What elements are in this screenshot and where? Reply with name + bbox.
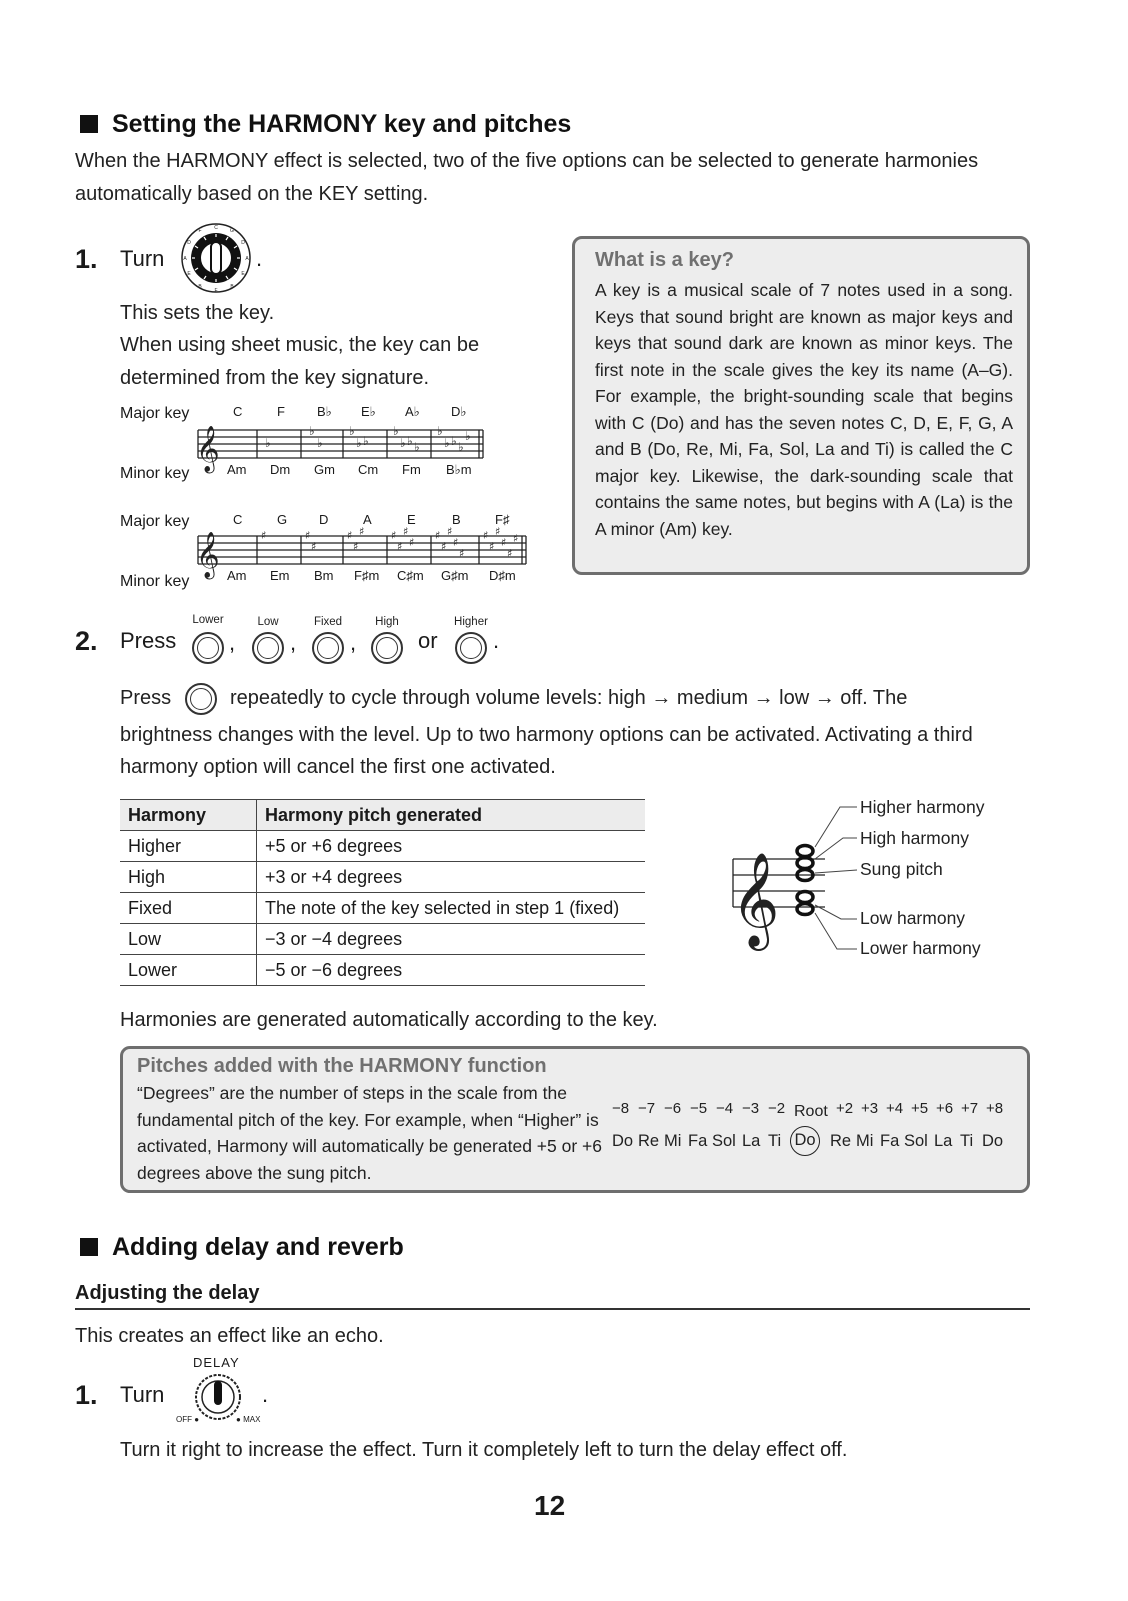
sharp-minor-key: Em [270, 568, 290, 583]
subsection-title: Adjusting the delay [75, 1282, 260, 1304]
table-header: Harmony pitch generated [257, 800, 646, 831]
flat-minor-key: Gm [314, 462, 335, 477]
button-label-low: Low [257, 616, 279, 628]
degree-value: +5 [911, 1100, 929, 1117]
harmony-staff-diagram [725, 795, 865, 965]
svg-text:♯: ♯ [507, 547, 513, 560]
sharp-minor-key: Am [227, 568, 247, 583]
svg-text:♭: ♭ [363, 434, 369, 448]
degree-value: −6 [664, 1100, 682, 1117]
svg-text:E: E [187, 271, 191, 277]
flat-minor-key: Fm [402, 462, 421, 477]
svg-text:♭: ♭ [451, 434, 457, 448]
svg-text:♯: ♯ [453, 536, 459, 549]
degree-scale [612, 1100, 1022, 1156]
sharp-major-key: G [277, 512, 288, 527]
svg-text:♯: ♯ [305, 529, 311, 542]
sharp-major-key: E [407, 512, 416, 527]
table-row: Low −3 or −4 degrees [120, 924, 645, 955]
degree-value: −2 [768, 1100, 786, 1117]
what-is-a-key-box [572, 236, 1030, 575]
sharp-minor-key: G♯m [441, 568, 469, 583]
step1-line1: This sets the key. [120, 302, 275, 324]
solfege-note: Fa [880, 1131, 900, 1150]
degree-value: −7 [638, 1100, 656, 1117]
pitches-box-body: “Degrees” are the number of steps in the scale from the fundamental pitch of the key. For example, when “Higher” is activated, Harmony will automatically be generated +5 or +6 degrees above the sung pitch. [137, 1083, 602, 1183]
table-row: Lower −5 or −6 degrees [120, 955, 645, 986]
svg-text:♯: ♯ [483, 529, 489, 542]
svg-text:♯: ♯ [409, 536, 415, 549]
delay-off-label: OFF ● [176, 1415, 200, 1424]
sharp-major-key: F♯ [495, 512, 510, 527]
svg-text:♭: ♭ [414, 440, 420, 454]
sharp-minor-key: Bm [314, 568, 334, 583]
delay-knob-label: DELAY [193, 1355, 240, 1370]
flat-minor-key: Dm [270, 462, 291, 477]
svg-text:♯: ♯ [513, 532, 519, 545]
major-key-label: Major key [120, 513, 190, 530]
solfege-note: Sol [712, 1131, 736, 1150]
svg-text:B: B [230, 284, 234, 290]
svg-text:F: F [214, 288, 218, 294]
table-header: Harmony [120, 800, 257, 831]
flat-key-labels [193, 400, 493, 490]
svg-text:♯: ♯ [435, 529, 441, 542]
svg-text:𝄞: 𝄞 [731, 852, 780, 947]
flat-minor-key: Cm [358, 462, 379, 477]
button-label-lower: Lower [192, 614, 224, 626]
step1-line2: When using sheet music, the key can be determined from the key signature. [120, 334, 480, 389]
pitches-box-title: Pitches added with the HARMONY function [137, 1055, 547, 1077]
sung-pitch-label: Sung pitch [860, 859, 943, 879]
svg-text:C: C [214, 225, 218, 231]
step-number: 1. [75, 244, 98, 274]
step-verb: Turn [120, 246, 165, 271]
solfege-note: Re [830, 1131, 852, 1150]
svg-text:♯: ♯ [501, 536, 507, 549]
degree-value: +2 [836, 1100, 854, 1117]
button-label-higher: Higher [454, 616, 488, 628]
svg-text:A: A [183, 256, 187, 262]
svg-text:𝄞: 𝄞 [196, 532, 220, 578]
low-button[interactable] [252, 632, 284, 664]
degree-value: +7 [961, 1100, 979, 1117]
high-harmony-label: High harmony [860, 828, 969, 848]
solfege-note: Mi [664, 1131, 682, 1150]
higher-harmony-label: Higher harmony [860, 797, 985, 817]
flat-major-key: B♭ [317, 404, 332, 419]
page-number: 12 [534, 1490, 566, 1521]
degree-value: −3 [742, 1100, 760, 1117]
flat-major-key: D♭ [451, 404, 467, 419]
svg-text:♭: ♭ [349, 424, 355, 438]
svg-text:F: F [198, 228, 202, 234]
what-is-a-key-body: A key is a musical scale of 7 notes used in a song. Keys that sound bright are known as major keys and keys that sound dark are known as minor keys. The first note in the scale gives the key its name (A–G). For example, the bright-sounding scale that begins with C (Do) and has the seven notes C, D, E, F, G, A and B (Do, Re, Mi, Fa, Sol, La and Ti) is called the C major key. Likewise, the dark-sounding scale that contains the same notes, but begins with A (La) is the A minor (Am) key. [595, 280, 1013, 539]
svg-text:♭: ♭ [265, 436, 271, 450]
button-label-fixed: Fixed [313, 616, 343, 628]
svg-text:♭: ♭ [400, 436, 406, 450]
solfege-note: Fa [688, 1131, 708, 1150]
minor-key-label: Minor key [120, 465, 190, 482]
svg-text:♭: ♭ [407, 434, 413, 448]
sharp-minor-key: C♯m [397, 568, 424, 583]
sharp-key-labels [193, 508, 533, 598]
svg-text:♯: ♯ [391, 529, 397, 542]
delay-note: Turn it right to increase the effect. Turn it completely left to turn the delay effect off. [120, 1439, 848, 1461]
flat-major-key: F [277, 404, 285, 419]
degree-value: −4 [716, 1100, 734, 1117]
table-row: Higher +5 or +6 degrees [120, 831, 645, 862]
solfege-note: Do [612, 1131, 634, 1150]
svg-text:♭: ♭ [393, 424, 399, 438]
svg-text:♭: ♭ [309, 424, 315, 438]
solfege-note: Ti [960, 1131, 974, 1150]
svg-text:♯: ♯ [441, 540, 447, 553]
step2-line2: brightness changes with the level. Up to two harmony options can be activated. Activating a third [120, 724, 973, 746]
svg-text:♭: ♭ [465, 429, 471, 443]
svg-text:E: E [241, 271, 245, 277]
high-button[interactable] [371, 632, 403, 664]
flat-major-key: A♭ [405, 404, 420, 419]
section-intro: When the HARMONY effect is selected, two of the five options can be selected to generate harmonies automatically based on the KEY setting. [75, 150, 979, 205]
svg-text:♯: ♯ [347, 529, 353, 542]
sharp-major-key: D [319, 512, 329, 527]
svg-text:D: D [187, 240, 191, 246]
key-dial-icon [180, 222, 252, 294]
sharp-major-key: B [452, 512, 461, 527]
degree-value: +3 [861, 1100, 879, 1117]
svg-text:D: D [241, 240, 245, 246]
solfege-note: Mi [856, 1131, 874, 1150]
lower-button[interactable] [192, 632, 224, 664]
what-is-a-key-title: What is a key? [595, 249, 734, 271]
solfege-note: Ti [768, 1131, 782, 1150]
svg-text:♯: ♯ [359, 525, 365, 538]
degree-value: +8 [986, 1100, 1004, 1117]
svg-text:♯: ♯ [489, 540, 495, 553]
svg-text:♭: ♭ [458, 440, 464, 454]
sharp-minor-key: D♯m [489, 568, 516, 583]
flat-minor-key: Am [227, 462, 247, 477]
section-title-harmony: Setting the HARMONY key and pitches [80, 110, 571, 139]
solfege-root-circled: Do [790, 1126, 820, 1156]
harmony-table [120, 799, 645, 986]
harmony-button-icon [185, 683, 217, 715]
svg-text:♭: ♭ [437, 424, 443, 438]
table-row: High +3 or +4 degrees [120, 862, 645, 893]
auto-generate-note: Harmonies are generated automatically according to the key. [120, 1009, 658, 1031]
solfege-note: Do [982, 1131, 1004, 1150]
svg-text:♭: ♭ [444, 436, 450, 450]
lower-harmony-label: Lower harmony [860, 938, 981, 958]
degree-root: Root [794, 1103, 828, 1120]
minor-key-label: Minor key [120, 573, 190, 590]
degree-value: +4 [886, 1100, 904, 1117]
major-key-label: Major key [120, 405, 190, 422]
low-harmony-label: Low harmony [860, 908, 966, 928]
step2-line3: harmony option will cancel the first one activated. [120, 756, 556, 778]
section-bullet-icon [80, 1238, 98, 1256]
sharp-minor-key: F♯m [354, 568, 380, 583]
solfege-note: La [934, 1131, 953, 1150]
sharp-major-key: A [363, 512, 372, 527]
svg-text:♯: ♯ [311, 540, 317, 553]
svg-text:♯: ♯ [403, 525, 409, 538]
table-header-row [120, 800, 645, 831]
svg-text:♯: ♯ [495, 525, 501, 538]
step-number: 2. [75, 626, 98, 656]
solfege-note: Sol [904, 1131, 928, 1150]
degree-value: −8 [612, 1100, 630, 1117]
subsection-divider [75, 1308, 1030, 1310]
svg-text:♯: ♯ [397, 540, 403, 553]
fixed-button[interactable] [312, 632, 344, 664]
higher-button[interactable] [455, 632, 487, 664]
svg-text:♯: ♯ [353, 540, 359, 553]
press-word: Press [120, 687, 172, 709]
svg-text:A: A [245, 256, 249, 262]
delay-max-label: ● MAX [236, 1415, 261, 1424]
svg-text:♭: ♭ [356, 436, 362, 450]
svg-text:♭: ♭ [317, 436, 323, 450]
solfege-note: La [742, 1131, 761, 1150]
button-label-high: High [375, 616, 399, 628]
svg-text:♯: ♯ [459, 547, 465, 560]
degree-value: +6 [936, 1100, 954, 1117]
svg-text:♯: ♯ [261, 529, 267, 542]
section2-intro: This creates an effect like an echo. [75, 1325, 384, 1347]
table-row: Fixed The note of the key selected in step 1 (fixed) [120, 893, 645, 924]
svg-text:G: G [230, 228, 234, 234]
step-verb: Press [120, 628, 177, 653]
svg-text:♯: ♯ [447, 525, 453, 538]
svg-text:𝄞: 𝄞 [196, 426, 220, 472]
svg-text:B: B [198, 284, 202, 290]
flat-minor-key: B♭m [446, 462, 472, 477]
section-title-delay-reverb: Adding delay and reverb [80, 1233, 404, 1262]
degree-value: −5 [690, 1100, 708, 1117]
flat-major-key: C [233, 404, 243, 419]
solfege-note: Re [638, 1131, 660, 1150]
press-description: repeatedly to cycle through volume levels: high → medium → low → off. The [230, 687, 908, 709]
step-verb: Turn [120, 1382, 165, 1407]
section-bullet-icon [80, 115, 98, 133]
flat-major-key: E♭ [361, 404, 376, 419]
step-number: 1. [75, 1380, 98, 1410]
sharp-major-key: C [233, 512, 243, 527]
